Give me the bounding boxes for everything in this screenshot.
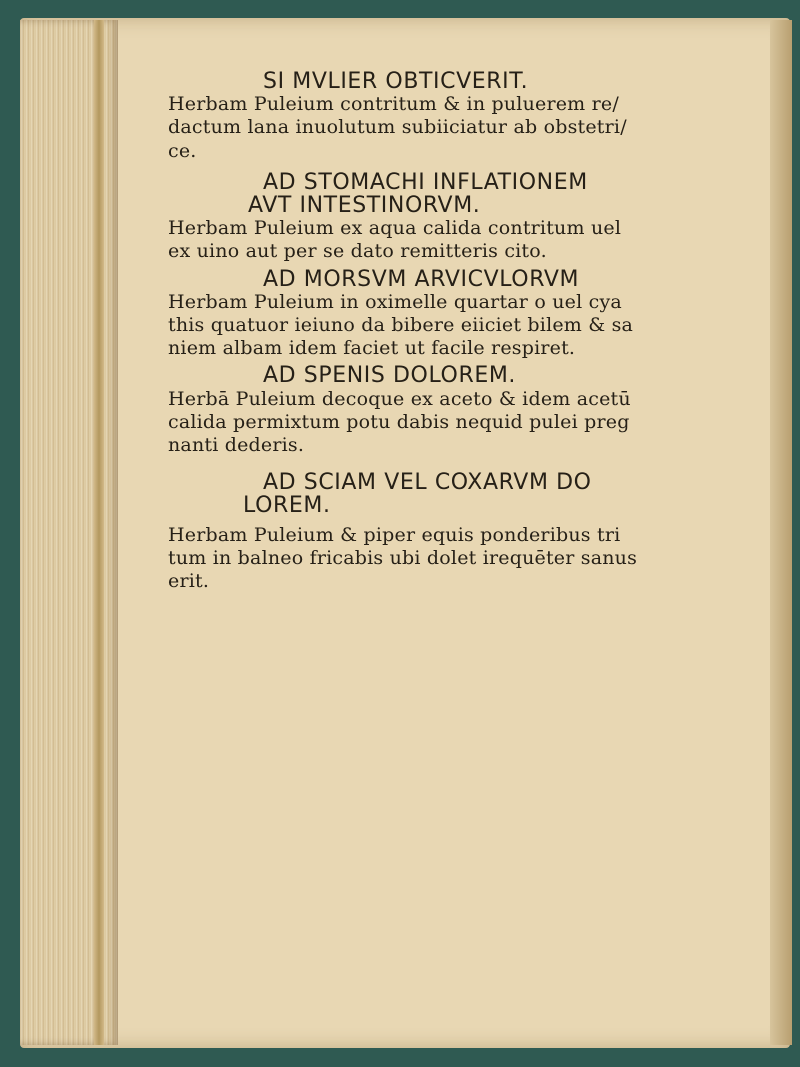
- section-heading: SI MVLIER OBTICVERIT.: [263, 69, 529, 94]
- text-line: ce.: [168, 139, 197, 162]
- text-line: this quatuor ieiuno da bibere eiiciet bilem & sa: [168, 314, 634, 337]
- page-gutter: [94, 20, 104, 1045]
- section-heading: LOREM.: [243, 493, 331, 519]
- section-3: [168, 268, 708, 361]
- text-line: erit.: [168, 570, 210, 593]
- text-line: dactum lana inuolutum subiiciatur ab obstetri/: [168, 116, 627, 139]
- page-text: [168, 70, 708, 593]
- text-line: ex uino aut per se dato remitteris cito.: [168, 240, 547, 263]
- section-heading: AD MORSVM ARVICVLORVM: [263, 266, 580, 292]
- text-line: Herbam Puleium ex aqua calida contritum uel: [168, 217, 622, 240]
- text-line: Herbā Puleium decoque ex aceto & idem acetū: [168, 387, 631, 410]
- section-5: [168, 471, 708, 593]
- text-line: Herbam Puleium & piper equis ponderibus tri: [168, 523, 621, 546]
- text-line: calida permixtum potu dabis nequid pulei preg: [168, 410, 630, 433]
- text-line: tum in balneo fricabis ubi dolet irequēter sanus: [168, 546, 638, 569]
- section-heading: AD SPENIS DOLOREM.: [263, 363, 517, 389]
- section-4: [168, 364, 708, 457]
- page-right-edge: [770, 20, 792, 1045]
- text-line: nanti dederis.: [168, 434, 305, 457]
- text-line: Herbam Puleium contritum & in puluerem re/: [168, 93, 619, 116]
- text-line: Herbam Puleium in oximelle quartar o uel cya: [168, 290, 622, 313]
- section-heading: AD SCIAM VEL COXARVM DO: [263, 470, 592, 496]
- section-2: [168, 171, 708, 264]
- section-heading: AVT INTESTINORVM.: [248, 193, 481, 219]
- text-line: niem albam idem faciet ut facile respiret.: [168, 337, 576, 360]
- section-1: [168, 70, 708, 163]
- section-heading: AD STOMACHI INFLATIONEM: [263, 169, 588, 195]
